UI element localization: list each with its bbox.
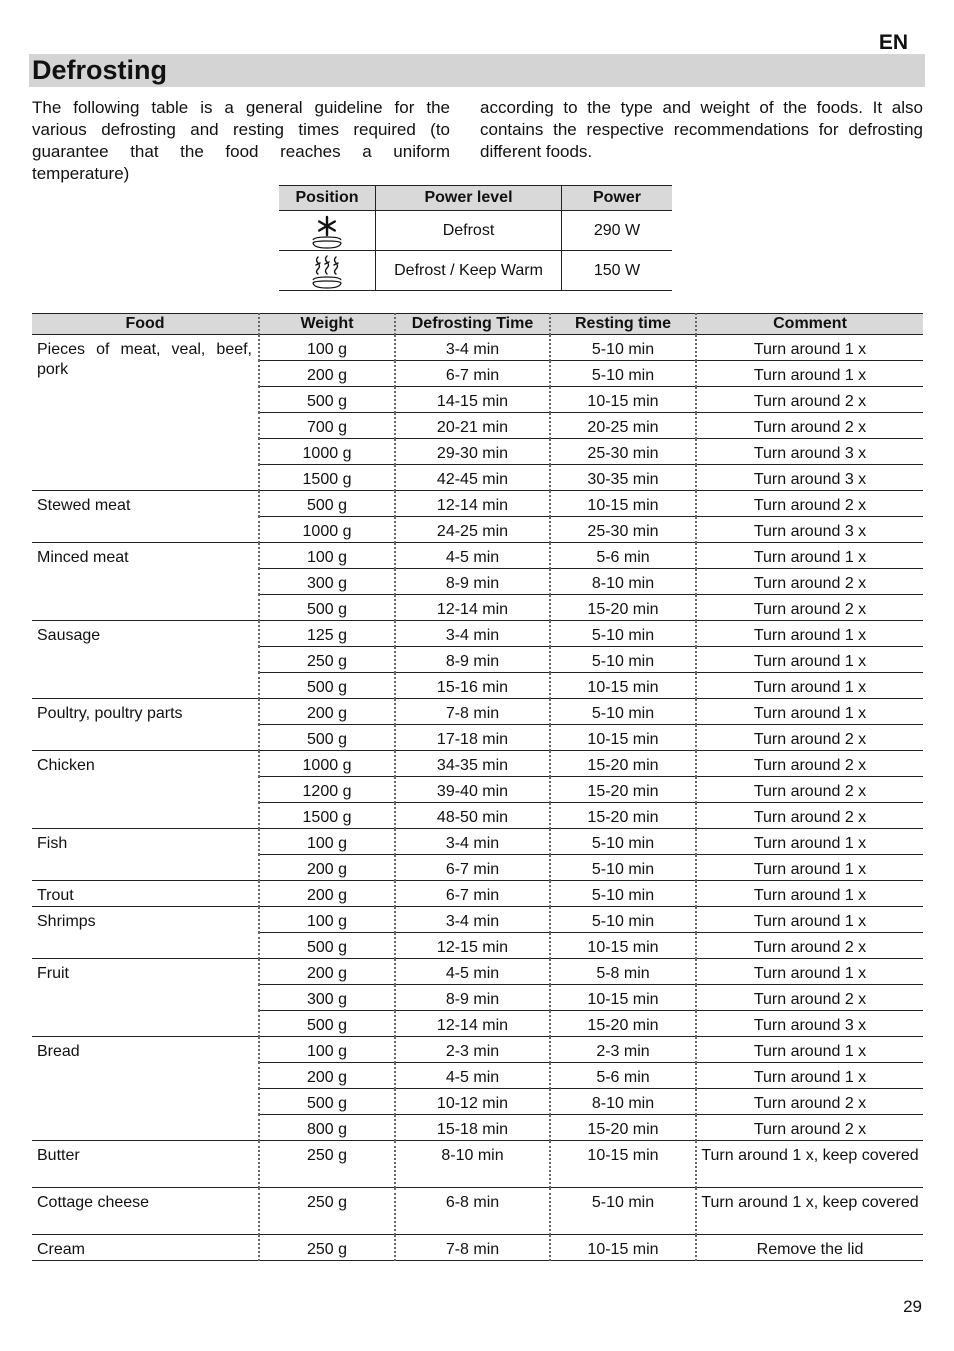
defrosting-time-cell: 8-9 min bbox=[395, 569, 550, 595]
defrosting-time-cell: 15-16 min bbox=[395, 673, 550, 699]
power-header-position: Position bbox=[279, 186, 376, 211]
power-position-cell bbox=[279, 211, 376, 251]
comment-cell: Turn around 2 x bbox=[696, 1115, 923, 1141]
weight-cell: 100 g bbox=[259, 907, 395, 933]
intro-text-right: according to the type and weight of the foods. It also contains the respective recommendations for defrosting different foods. bbox=[480, 98, 923, 161]
comment-cell: Turn around 1 x bbox=[696, 621, 923, 647]
weight-cell: 200 g bbox=[259, 1063, 395, 1089]
comment-cell: Turn around 1 x bbox=[696, 543, 923, 569]
defrosting-time-cell: 6-7 min bbox=[395, 361, 550, 387]
resting-time-cell: 5-10 min bbox=[550, 881, 696, 907]
resting-time-cell: 15-20 min bbox=[550, 777, 696, 803]
resting-time-cell: 5-10 min bbox=[550, 647, 696, 673]
defrosting-time-cell: 12-15 min bbox=[395, 933, 550, 959]
weight-cell: 250 g bbox=[259, 647, 395, 673]
table-row bbox=[32, 335, 923, 361]
weight-cell: 1200 g bbox=[259, 777, 395, 803]
comment-cell: Turn around 2 x bbox=[696, 777, 923, 803]
comment-cell: Turn around 3 x bbox=[696, 439, 923, 465]
power-position-cell bbox=[279, 251, 376, 291]
defrosting-time-cell: 6-7 min bbox=[395, 855, 550, 881]
table-row bbox=[32, 1037, 923, 1063]
defrosting-time-cell: 8-9 min bbox=[395, 647, 550, 673]
resting-time-cell: 10-15 min bbox=[550, 387, 696, 413]
defrosting-time-cell: 24-25 min bbox=[395, 517, 550, 543]
comment-cell: Turn around 2 x bbox=[696, 751, 923, 777]
resting-time-cell: 10-15 min bbox=[550, 673, 696, 699]
defrosting-time-cell: 3-4 min bbox=[395, 621, 550, 647]
weight-cell: 500 g bbox=[259, 725, 395, 751]
weight-cell: 200 g bbox=[259, 855, 395, 881]
power-level-cell: Defrost / Keep Warm bbox=[376, 251, 562, 291]
resting-time-cell: 5-10 min bbox=[550, 1188, 696, 1235]
weight-cell: 500 g bbox=[259, 1011, 395, 1037]
weight-cell: 250 g bbox=[259, 1141, 395, 1188]
weight-cell: 1000 g bbox=[259, 439, 395, 465]
weight-cell: 200 g bbox=[259, 881, 395, 907]
food-cell: Poultry, poultry parts bbox=[32, 699, 259, 751]
weight-cell: 500 g bbox=[259, 933, 395, 959]
food-cell: Pieces of meat, veal, beef, pork bbox=[32, 335, 259, 491]
resting-time-cell: 5-10 min bbox=[550, 699, 696, 725]
weight-cell: 500 g bbox=[259, 595, 395, 621]
header-defrosting-time: Defrosting Time bbox=[395, 314, 550, 335]
food-cell: Bread bbox=[32, 1037, 259, 1141]
defrosting-time-cell: 20-21 min bbox=[395, 413, 550, 439]
page-number: 29 bbox=[903, 1297, 922, 1316]
weight-cell: 125 g bbox=[259, 621, 395, 647]
defrost-table-body bbox=[32, 335, 923, 1261]
comment-cell: Turn around 3 x bbox=[696, 517, 923, 543]
weight-cell: 1000 g bbox=[259, 517, 395, 543]
defrosting-time-cell: 4-5 min bbox=[395, 543, 550, 569]
comment-cell: Turn around 1 x bbox=[696, 647, 923, 673]
weight-cell: 500 g bbox=[259, 491, 395, 517]
comment-cell: Turn around 1 x, keep covered bbox=[696, 1141, 923, 1188]
resting-time-cell: 5-6 min bbox=[550, 1063, 696, 1089]
power-value-cell: 290 W bbox=[562, 211, 673, 251]
resting-time-cell: 2-3 min bbox=[550, 1037, 696, 1063]
food-cell: Minced meat bbox=[32, 543, 259, 621]
resting-time-cell: 15-20 min bbox=[550, 751, 696, 777]
resting-time-cell: 10-15 min bbox=[550, 985, 696, 1011]
defrosting-time-cell: 2-3 min bbox=[395, 1037, 550, 1063]
defrosting-time-cell: 12-14 min bbox=[395, 491, 550, 517]
weight-cell: 100 g bbox=[259, 335, 395, 361]
table-row bbox=[32, 1235, 923, 1261]
resting-time-cell: 25-30 min bbox=[550, 517, 696, 543]
power-level-table bbox=[279, 185, 672, 291]
section-header-bar bbox=[29, 54, 925, 87]
defrosting-time-cell: 15-18 min bbox=[395, 1115, 550, 1141]
resting-time-cell: 5-10 min bbox=[550, 907, 696, 933]
defrosting-time-cell: 34-35 min bbox=[395, 751, 550, 777]
comment-cell: Turn around 1 x bbox=[696, 907, 923, 933]
table-row bbox=[32, 1188, 923, 1235]
comment-cell: Turn around 2 x bbox=[696, 985, 923, 1011]
power-table-header-row bbox=[279, 186, 672, 211]
weight-cell: 100 g bbox=[259, 543, 395, 569]
defrosting-time-cell: 3-4 min bbox=[395, 829, 550, 855]
resting-time-cell: 15-20 min bbox=[550, 1115, 696, 1141]
table-row bbox=[32, 959, 923, 985]
defrosting-time-cell: 14-15 min bbox=[395, 387, 550, 413]
resting-time-cell: 30-35 min bbox=[550, 465, 696, 491]
defrosting-time-cell: 7-8 min bbox=[395, 699, 550, 725]
comment-cell: Turn around 1 x bbox=[696, 699, 923, 725]
food-cell: Cottage cheese bbox=[32, 1188, 259, 1235]
resting-time-cell: 5-10 min bbox=[550, 855, 696, 881]
defrosting-time-cell: 3-4 min bbox=[395, 335, 550, 361]
weight-cell: 800 g bbox=[259, 1115, 395, 1141]
defrosting-time-cell: 12-14 min bbox=[395, 595, 550, 621]
defrosting-time-cell: 4-5 min bbox=[395, 1063, 550, 1089]
weight-cell: 1000 g bbox=[259, 751, 395, 777]
table-row bbox=[32, 543, 923, 569]
resting-time-cell: 5-10 min bbox=[550, 621, 696, 647]
language-label: EN bbox=[878, 31, 908, 54]
comment-cell: Turn around 2 x bbox=[696, 1089, 923, 1115]
header-food: Food bbox=[32, 314, 259, 335]
weight-cell: 300 g bbox=[259, 569, 395, 595]
header-resting-time: Resting time bbox=[550, 314, 696, 335]
weight-cell: 200 g bbox=[259, 699, 395, 725]
comment-cell: Turn around 2 x bbox=[696, 725, 923, 751]
weight-cell: 500 g bbox=[259, 1089, 395, 1115]
keep-warm-steam-icon bbox=[309, 253, 345, 289]
resting-time-cell: 5-10 min bbox=[550, 829, 696, 855]
defrosting-time-cell: 29-30 min bbox=[395, 439, 550, 465]
resting-time-cell: 20-25 min bbox=[550, 413, 696, 439]
comment-cell: Turn around 1 x bbox=[696, 1063, 923, 1089]
comment-cell: Turn around 1 x bbox=[696, 673, 923, 699]
weight-cell: 700 g bbox=[259, 413, 395, 439]
weight-cell: 500 g bbox=[259, 387, 395, 413]
table-row bbox=[32, 829, 923, 855]
table-row bbox=[32, 1141, 923, 1188]
food-cell: Shrimps bbox=[32, 907, 259, 959]
food-cell: Trout bbox=[32, 881, 259, 907]
resting-time-cell: 15-20 min bbox=[550, 803, 696, 829]
comment-cell: Turn around 1 x bbox=[696, 335, 923, 361]
comment-cell: Turn around 3 x bbox=[696, 1011, 923, 1037]
power-table-row bbox=[279, 251, 672, 291]
weight-cell: 250 g bbox=[259, 1188, 395, 1235]
resting-time-cell: 10-15 min bbox=[550, 491, 696, 517]
defrosting-time-cell: 3-4 min bbox=[395, 907, 550, 933]
comment-cell: Turn around 1 x bbox=[696, 855, 923, 881]
resting-time-cell: 15-20 min bbox=[550, 1011, 696, 1037]
power-header-power: Power bbox=[562, 186, 673, 211]
resting-time-cell: 25-30 min bbox=[550, 439, 696, 465]
weight-cell: 200 g bbox=[259, 361, 395, 387]
table-row bbox=[32, 491, 923, 517]
comment-cell: Turn around 1 x bbox=[696, 1037, 923, 1063]
defrosting-time-cell: 6-8 min bbox=[395, 1188, 550, 1235]
defrost-times-table bbox=[32, 313, 923, 1261]
resting-time-cell: 10-15 min bbox=[550, 725, 696, 751]
defrosting-time-cell: 39-40 min bbox=[395, 777, 550, 803]
table-row bbox=[32, 751, 923, 777]
resting-time-cell: 8-10 min bbox=[550, 569, 696, 595]
resting-time-cell: 5-10 min bbox=[550, 335, 696, 361]
food-cell: Fish bbox=[32, 829, 259, 881]
defrost-table-header-row bbox=[32, 314, 923, 335]
comment-cell: Turn around 1 x bbox=[696, 829, 923, 855]
table-row bbox=[32, 881, 923, 907]
defrosting-time-cell: 8-9 min bbox=[395, 985, 550, 1011]
comment-cell: Turn around 2 x bbox=[696, 569, 923, 595]
resting-time-cell: 10-15 min bbox=[550, 1141, 696, 1188]
food-cell: Chicken bbox=[32, 751, 259, 829]
defrosting-time-cell: 8-10 min bbox=[395, 1141, 550, 1188]
food-cell: Sausage bbox=[32, 621, 259, 699]
header-comment: Comment bbox=[696, 314, 923, 335]
weight-cell: 300 g bbox=[259, 985, 395, 1011]
comment-cell: Turn around 2 x bbox=[696, 933, 923, 959]
comment-cell: Turn around 1 x bbox=[696, 361, 923, 387]
weight-cell: 100 g bbox=[259, 829, 395, 855]
weight-cell: 500 g bbox=[259, 673, 395, 699]
food-cell: Butter bbox=[32, 1141, 259, 1188]
power-header-level: Power level bbox=[376, 186, 562, 211]
food-cell: Stewed meat bbox=[32, 491, 259, 543]
defrost-snowflake-icon bbox=[310, 213, 344, 249]
table-row bbox=[32, 621, 923, 647]
resting-time-cell: 5-6 min bbox=[550, 543, 696, 569]
comment-cell: Turn around 2 x bbox=[696, 803, 923, 829]
defrosting-time-cell: 17-18 min bbox=[395, 725, 550, 751]
defrosting-time-cell: 48-50 min bbox=[395, 803, 550, 829]
table-row bbox=[32, 907, 923, 933]
weight-cell: 200 g bbox=[259, 959, 395, 985]
defrosting-time-cell: 6-7 min bbox=[395, 881, 550, 907]
food-cell: Fruit bbox=[32, 959, 259, 1037]
defrosting-time-cell: 7-8 min bbox=[395, 1235, 550, 1261]
weight-cell: 1500 g bbox=[259, 803, 395, 829]
defrosting-time-cell: 42-45 min bbox=[395, 465, 550, 491]
comment-cell: Turn around 1 x, keep covered bbox=[696, 1188, 923, 1235]
resting-time-cell: 8-10 min bbox=[550, 1089, 696, 1115]
weight-cell: 1500 g bbox=[259, 465, 395, 491]
food-cell: Cream bbox=[32, 1235, 259, 1261]
defrosting-time-cell: 12-14 min bbox=[395, 1011, 550, 1037]
defrosting-time-cell: 4-5 min bbox=[395, 959, 550, 985]
page-title: Defrosting bbox=[32, 55, 167, 85]
resting-time-cell: 10-15 min bbox=[550, 1235, 696, 1261]
power-table-row bbox=[279, 211, 672, 251]
comment-cell: Turn around 1 x bbox=[696, 959, 923, 985]
table-row bbox=[32, 699, 923, 725]
comment-cell: Turn around 2 x bbox=[696, 595, 923, 621]
comment-cell: Turn around 2 x bbox=[696, 491, 923, 517]
weight-cell: 250 g bbox=[259, 1235, 395, 1261]
resting-time-cell: 5-8 min bbox=[550, 959, 696, 985]
intro-text-left: The following table is a general guideline for the various defrosting and resting times required (to guarantee that the food reaches a uniform temperature) bbox=[32, 98, 450, 183]
comment-cell: Turn around 2 x bbox=[696, 413, 923, 439]
comment-cell: Turn around 2 x bbox=[696, 387, 923, 413]
resting-time-cell: 15-20 min bbox=[550, 595, 696, 621]
resting-time-cell: 5-10 min bbox=[550, 361, 696, 387]
comment-cell: Turn around 3 x bbox=[696, 465, 923, 491]
power-level-cell: Defrost bbox=[376, 211, 562, 251]
comment-cell: Remove the lid bbox=[696, 1235, 923, 1261]
defrosting-time-cell: 10-12 min bbox=[395, 1089, 550, 1115]
weight-cell: 100 g bbox=[259, 1037, 395, 1063]
header-weight: Weight bbox=[259, 314, 395, 335]
resting-time-cell: 10-15 min bbox=[550, 933, 696, 959]
power-value-cell: 150 W bbox=[562, 251, 673, 291]
comment-cell: Turn around 1 x bbox=[696, 881, 923, 907]
